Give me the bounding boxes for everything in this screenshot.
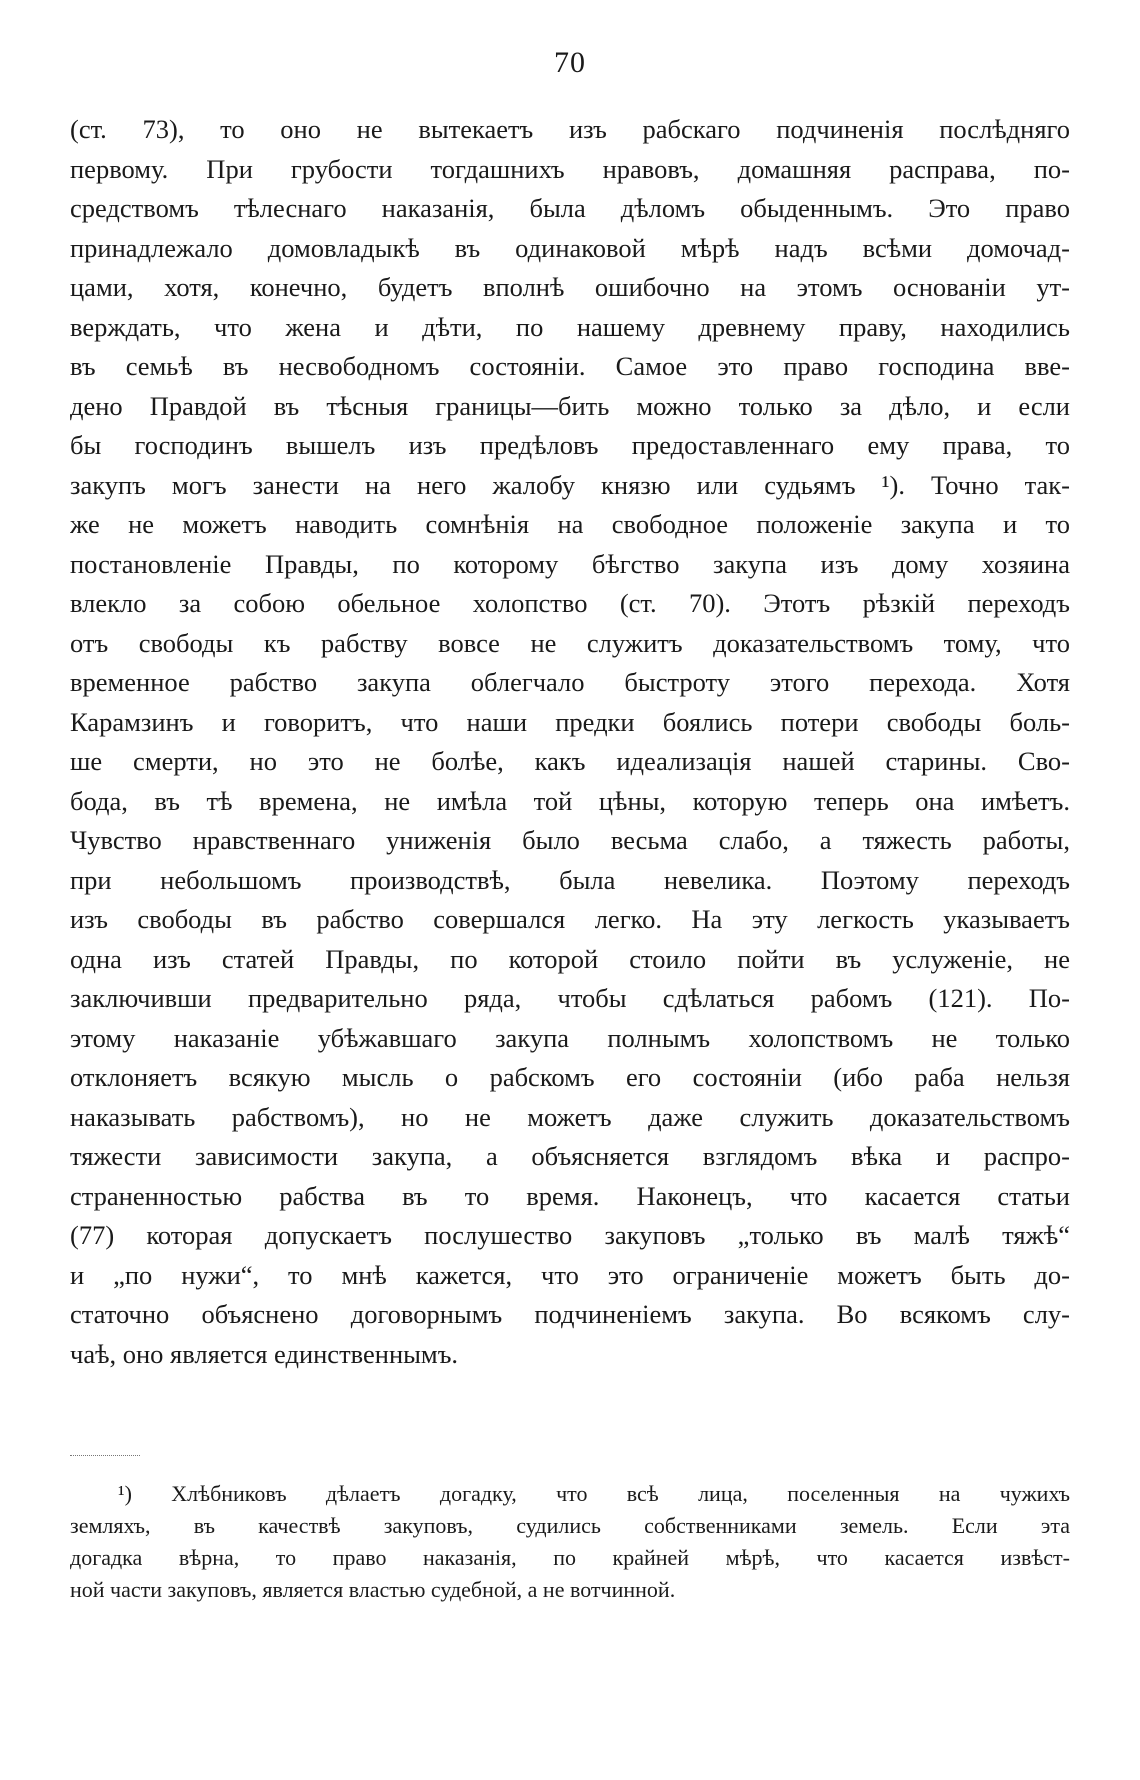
text-line: страненностью рабства въ то время. Наконецъ, что касается статьи (70, 1180, 1070, 1211)
text-line: при небольшомъ производствѣ, была невелика. Поэтому переходъ (70, 864, 1070, 895)
text-line: цами, хотя, конечно, будетъ вполнѣ ошибочно на этомъ основаніи ут- (70, 272, 1070, 302)
text-line: одна изъ статей Правды, по которой стоило пойти въ услуженіе, не (70, 943, 1070, 974)
text-line: статочно объяснено договорнымъ подчиненіемъ закупа. Во всякомъ слу- (70, 1299, 1070, 1329)
footnote-line: ¹) Хлѣбниковъ дѣлаетъ догадку, что всѣ лица, поселенныя на чужихъ (118, 1481, 1070, 1506)
text-line: дено Правдой въ тѣсныя границы—бить можно только за дѣло, и если (70, 390, 1070, 421)
footnote-divider (70, 1455, 140, 1456)
text-line: постановленіе Правды, по которому бѣгство закупа изъ дому хозяина (70, 548, 1070, 579)
text-line: заключивши предварительно ряда, чтобы сдѣлаться рабомъ (121). По- (70, 983, 1070, 1013)
page-number: 70 (554, 46, 586, 79)
text-line: бы господинъ вышелъ изъ предѣловъ предоставленнаго ему права, то (70, 430, 1070, 460)
text-line-last: чаѣ, оно является единственнымъ. (70, 1338, 459, 1369)
text-line: Чувство нравственнаго униженія было весьма слабо, а тяжесть работы, (70, 825, 1070, 855)
footnote-line: догадка вѣрна, то право наказанія, по крайней мѣрѣ, что касается извѣст- (70, 1545, 1070, 1570)
text-line: же не можетъ наводить сомнѣнія на свободное положеніе закупа и то (70, 509, 1070, 539)
text-line: наказывать рабствомъ), но не можетъ даже служить доказательствомъ (70, 1101, 1070, 1132)
text-line: бода, въ тѣ времена, не имѣла той цѣны, которую теперь она имѣетъ. (70, 785, 1070, 816)
main-text-block (70, 110, 1070, 1374)
text-line: отъ свободы къ рабству вовсе не служитъ доказательствомъ тому, что (70, 627, 1070, 658)
text-line: и „по нужи“, то мнѣ кажется, что это ограниченіе можетъ быть до- (70, 1259, 1070, 1290)
text-line: этому наказаніе убѣжавшаго закупа полнымъ холопствомъ не только (70, 1022, 1070, 1053)
text-line: влекло за собою обельное холопство (ст. 70). Этотъ рѣзкій переходъ (70, 588, 1070, 618)
text-line: Карамзинъ и говоритъ, что наши предки боялись потери свободы боль- (70, 706, 1070, 737)
text-line: тяжести зависимости закупа, а объясняется взглядомъ вѣка и распро- (70, 1141, 1070, 1171)
text-line: (77) которая допускаетъ послушество закуповъ „только въ малѣ тяжѣ“ (70, 1220, 1070, 1250)
text-line: принадлежало домовладыкѣ въ одинаковой мѣрѣ надъ всѣми домочад- (70, 232, 1070, 263)
text-line: средствомъ тѣлеснаго наказанія, была дѣломъ обыденнымъ. Это право (70, 193, 1070, 223)
text-line: (ст. 73), то оно не вытекаетъ изъ рабскаго подчиненія послѣдняго (70, 114, 1070, 144)
text-line: изъ свободы въ рабство совершался легко. На эту легкость указываетъ (70, 904, 1070, 934)
text-line-footnote-ref: закупъ могъ занести на него жалобу князю или судьямъ ¹). Точно так- (70, 469, 1070, 500)
footnote-line: земляхъ, въ качествѣ закуповъ, судились собственниками земель. Если эта (70, 1513, 1070, 1538)
footnote-line: ной части закуповъ, является властью судебной, а не вотчинной. (70, 1577, 676, 1602)
text-line: отклоняетъ всякую мысль о рабскомъ его состояніи (ибо раба нельзя (70, 1062, 1070, 1092)
text-line: первому. При грубости тогдашнихъ нравовъ, домашняя расправа, по- (70, 153, 1070, 184)
text-line: ше смерти, но это не болѣе, какъ идеализація нашей старины. Сво- (70, 746, 1070, 776)
footnote-block (70, 1478, 1070, 1606)
text-line: въ семьѣ въ несвободномъ состояніи. Самое это право господина вве- (70, 351, 1070, 381)
text-line: временное рабство закупа облегчало быстроту этого перехода. Хотя (70, 667, 1070, 697)
text-line: верждать, что жена и дѣти, по нашему древнему праву, находились (70, 311, 1070, 342)
